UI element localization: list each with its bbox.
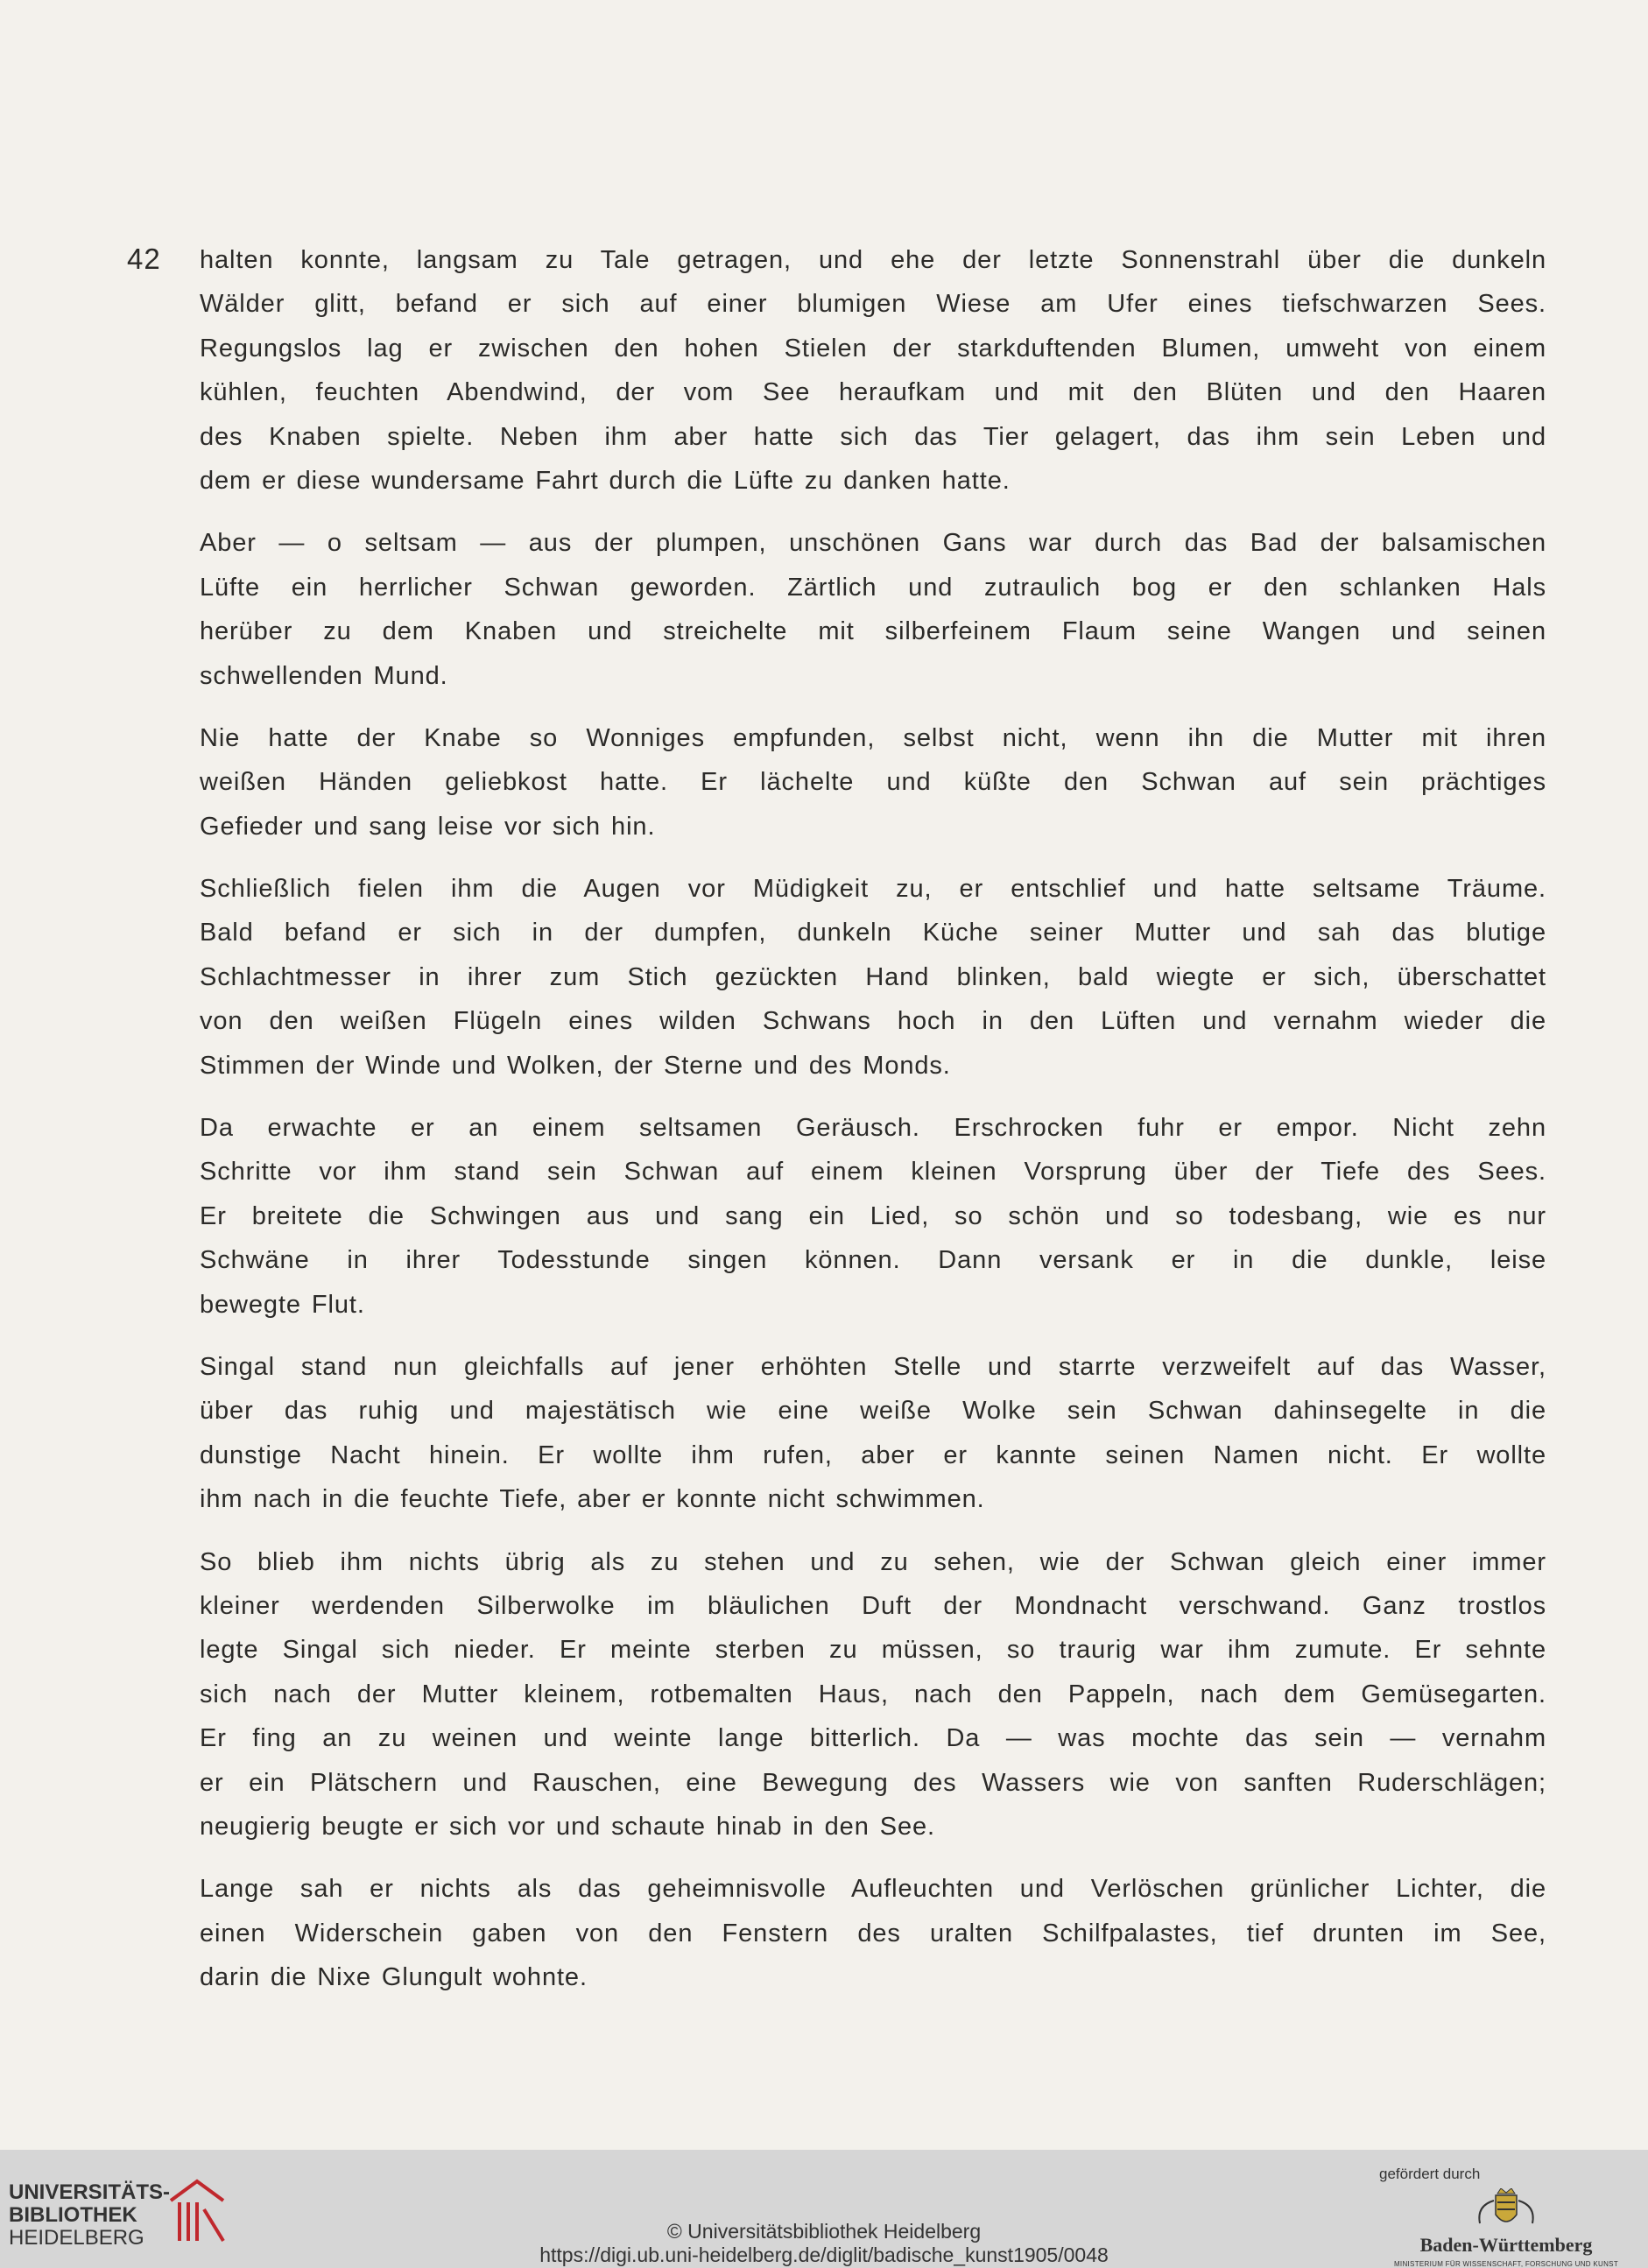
text-line: Lüfte ein herrlicher Schwan geworden. Zärtlich und zutraulich bog er den schlanken Hals bbox=[200, 573, 1546, 602]
text-line: Schließlich fielen ihm die Augen vor Müdigkeit zu, er entschlief und hatte seltsame Träume. bbox=[200, 875, 1546, 904]
text-line: er ein Plätschern und Rauschen, eine Bewegung des Wassers wie von sanften Ruderschlägen; bbox=[200, 1768, 1546, 1797]
page-number: 42 bbox=[127, 243, 161, 275]
text-line: Nie hatte der Knabe so Wonniges empfunden, selbst nicht, wenn ihn die Mutter mit ihren bbox=[200, 723, 1546, 752]
text-line: ihm nach in die feuchte Tiefe, aber er konnte nicht schwimmen. bbox=[200, 1485, 985, 1514]
text-line: Stimmen der Winde und Wolken, der Sterne und des Monds. bbox=[200, 1051, 951, 1080]
text-line: kühlen, feuchten Abendwind, der vom See heraufkam und mit den Blüten und den Haaren bbox=[200, 378, 1546, 407]
text-line: Schwäne in ihrer Todesstunde singen können. Dann versank er in die dunkle, leise bbox=[200, 1246, 1546, 1275]
text-line: Bald befand er sich in der dumpfen, dunkeln Küche seiner Mutter und sah das blutige bbox=[200, 919, 1546, 947]
text-line: dem er diese wundersame Fahrt durch die Lüfte zu danken hatte. bbox=[200, 466, 1011, 495]
text-line: über das ruhig und majestätisch wie eine weiße Wolke sein Schwan dahinsegelte in die bbox=[200, 1397, 1546, 1426]
sponsor-name: Baden-Württemberg bbox=[1419, 2234, 1593, 2256]
paragraph bbox=[200, 1345, 1546, 1522]
text-line: dunstige Nacht hinein. Er wollte ihm rufen, aber er kannte seinen Namen nicht. Er wollte bbox=[200, 1440, 1546, 1469]
text-line: sich nach der Mutter kleinem, rotbemalten Haus, nach den Pappeln, nach dem Gemüsegarten. bbox=[200, 1680, 1546, 1708]
text-line: Er fing an zu weinen und weinte lange bitterlich. Da — was mochte das sein — vernahm bbox=[200, 1724, 1546, 1753]
text-line: schwellenden Mund. bbox=[200, 661, 448, 690]
text-line: Regungslos lag er zwischen den hohen Stielen der starkduftenden Blumen, umweht von einem bbox=[200, 334, 1546, 363]
paragraph bbox=[200, 1540, 1546, 1849]
text-line: neugierig beugte er sich vor und schaute hinab in den See. bbox=[200, 1812, 935, 1841]
sponsor-label: gefördert durch bbox=[1379, 2166, 1481, 2182]
text-line: darin die Nixe Glungult wohnte. bbox=[200, 1963, 588, 1992]
text-line: Schlachtmesser in ihrer zum Stich gezückten Hand blinken, bald wiegte er sich, überschattet bbox=[200, 962, 1546, 991]
sponsor-subtitle: MINISTERIUM FÜR WISSENSCHAFT, FORSCHUNG UND KUNST bbox=[1393, 2260, 1619, 2268]
footer-bar bbox=[0, 2150, 1648, 2268]
text-line: des Knaben spielte. Neben ihm aber hatte sich das Tier gelagert, das ihm sein Leben und bbox=[200, 422, 1546, 451]
text-line: Er breitete die Schwingen aus und sang ein Lied, so schön und so todesbang, wie es nur bbox=[200, 1201, 1546, 1230]
paragraph bbox=[200, 521, 1546, 698]
paragraph bbox=[200, 867, 1546, 1088]
source-url[interactable]: https://digi.ub.uni-heidelberg.de/diglit/badische_kunst1905/0048 bbox=[539, 2243, 1109, 2266]
text-column bbox=[200, 238, 1546, 2018]
paragraph bbox=[200, 1106, 1546, 1327]
text-line: Gefieder und sang leise vor sich hin. bbox=[200, 812, 656, 841]
paragraph bbox=[200, 716, 1546, 849]
text-line: kleiner werdenden Silberwolke im bläulichen Duft der Mondnacht verschwand. Ganz trostlos bbox=[200, 1591, 1546, 1620]
text-line: herüber zu dem Knaben und streichelte mit silberfeinem Flaum seine Wangen und seinen bbox=[200, 617, 1546, 646]
copyright-text: © Universitätsbibliothek Heidelberg bbox=[666, 2220, 982, 2243]
paragraph bbox=[200, 238, 1546, 503]
text-line: weißen Händen geliebkost hatte. Er lächelte und küßte den Schwan auf sein prächtiges bbox=[200, 768, 1546, 797]
text-line: Da erwachte er an einem seltsamen Geräusch. Erschrocken fuhr er empor. Nicht zehn bbox=[200, 1114, 1546, 1143]
text-line: Lange sah er nichts als das geheimnisvolle Aufleuchten und Verlöschen grünlicher Lichter, die bbox=[200, 1875, 1546, 1904]
library-name-line: UNIVERSITÄTS- bbox=[9, 2180, 171, 2204]
text-line: bewegte Flut. bbox=[200, 1290, 365, 1319]
paragraph bbox=[200, 1867, 1546, 1999]
text-line: Schritte vor ihm stand sein Schwan auf einem kleinen Vorsprung über der Tiefe des Sees. bbox=[200, 1158, 1546, 1187]
library-name-line: HEIDELBERG bbox=[9, 2226, 144, 2250]
text-line: Singal stand nun gleichfalls auf jener erhöhten Stelle und starrte verzweifelt auf das Wasser, bbox=[200, 1352, 1546, 1381]
library-name-line: BIBLIOTHEK bbox=[9, 2203, 137, 2227]
text-line: Aber — o seltsam — aus der plumpen, unschönen Gans war durch das Bad der balsamischen bbox=[200, 529, 1546, 558]
coat-of-arms-icon bbox=[1471, 2188, 1541, 2232]
text-line: von den weißen Flügeln eines wilden Schwans hoch in den Lüften und vernahm wieder die bbox=[200, 1007, 1546, 1036]
text-line: halten konnte, langsam zu Tale getragen, und ehe der letzte Sonnenstrahl über die dunkeln bbox=[200, 246, 1546, 274]
text-line: legte Singal sich nieder. Er meinte sterben zu müssen, so traurig war ihm zumute. Er sehnte bbox=[200, 1636, 1546, 1665]
text-line: So blieb ihm nichts übrig als zu stehen und zu sehen, wie der Schwan gleich einer immer bbox=[200, 1547, 1546, 1576]
text-line: einen Widerschein gaben von den Fenstern des uralten Schilfpalastes, tief drunten im See, bbox=[200, 1919, 1546, 1948]
text-line: Wälder glitt, befand er sich auf einer blumigen Wiese am Ufer eines tiefschwarzen Sees. bbox=[200, 290, 1546, 319]
